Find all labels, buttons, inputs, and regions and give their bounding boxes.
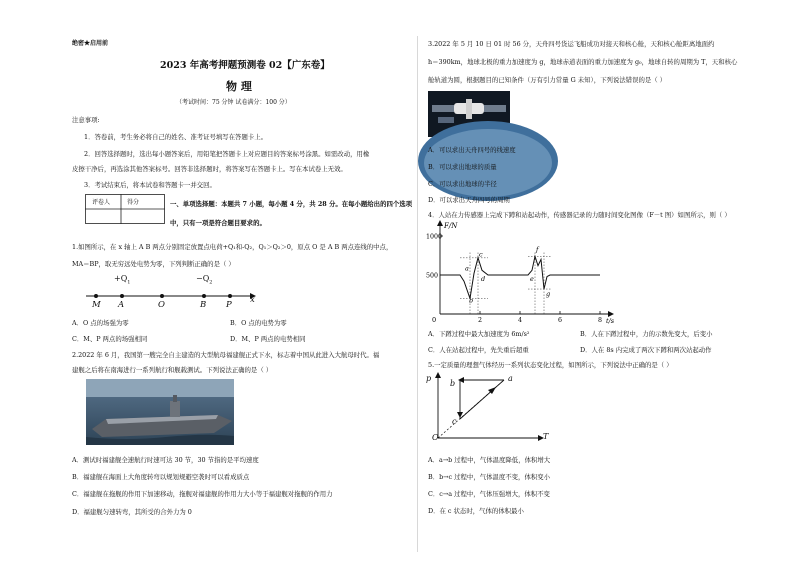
origin-label: 0 — [432, 316, 437, 324]
q5-option-b: B．b→c 过程中，气体温度不变，体积变小 — [428, 473, 551, 481]
q1-option-a: A．O 点的场强为零 — [72, 319, 129, 327]
q1-stem-2: MA＝BP，取无穷远处电势为零，下列判断正确的是（ ） — [72, 260, 235, 268]
series-line-0 — [440, 256, 600, 298]
x-tick-label: 8 — [598, 317, 603, 324]
arrow-a-b-icon — [458, 377, 464, 383]
q4-option-b: B．人在下蹲过程中，力的示数先变大，后变小 — [580, 330, 713, 338]
score-box-col1: 评卷人 — [92, 199, 111, 206]
label-q2: $-Q_2$ — [196, 274, 213, 286]
q5-option-a: A．a→b 过程中，气体温度降低，体积增大 — [428, 456, 551, 464]
q2-option-d: D．福建舰匀速转弯，其所受的合外力为 0 — [72, 508, 192, 516]
secret-label: 绝密★启用前 — [72, 40, 109, 47]
label-b: B — [200, 300, 207, 310]
notice-item-2-cont: 皮擦干净后，再选涂其他答案标号。回答非选择题时，将答案写在答题卡上。写在本试卷上无效。 — [72, 165, 347, 173]
notice-item-1: 1．答卷前，考生务必将自己的姓名、准考证号填写在答题卡上。 — [84, 133, 268, 141]
q3-option-b: B．可以求出地球的质量 — [428, 163, 497, 171]
point-label-g: g — [546, 290, 551, 299]
q2-stem-1: 2.2022 年 6 月，我国第一艘完全自主建造的大型航母福建舰正式下水，标志着中国从此进入大航母时代。福 — [72, 351, 380, 359]
q4-option-c: C．人在站起过程中，先失重后超重 — [428, 346, 529, 354]
label-origin: O — [432, 433, 439, 442]
point-label-a: a — [465, 264, 469, 273]
q1-option-c: C．M、P 两点的场强相同 — [72, 335, 148, 343]
label-o: O — [158, 300, 165, 310]
process-c-a — [460, 380, 504, 419]
notice-item-2: 2．回答选择题时，选出每小题答案后，用铅笔把答题卡上对应题目的答案标号涂黑。如需改动，用橡 — [84, 150, 370, 158]
q5-stem: 5.一定质量的理想气体经历一系列状态变化过程，如图所示，下列说法中正确的是（ ） — [428, 361, 673, 369]
point-o — [160, 294, 164, 298]
label-m: M — [92, 300, 101, 310]
point-label-d: d — [481, 275, 486, 284]
q3-stem-1: 3.2022 年 5 月 10 日 01 时 56 分，天舟四号货运飞船成功对接天和核心舱，天和核心舱距离地面约 — [428, 40, 715, 48]
q4-stem: 4．人站在力传感器上完成下蹲和站起动作，传感器记录的力随时间变化图像（F－t 图）如图所示，则（ ） — [428, 211, 731, 219]
q1-option-d: D．M、P 两点的电势相同 — [230, 335, 306, 343]
point-p — [228, 294, 232, 298]
point-label-c: c — [479, 250, 483, 259]
q3-option-a: A．可以求出天舟四号的线速度 — [428, 146, 516, 154]
q3-option-c: C．可以求出地球的半径 — [428, 180, 497, 188]
subject-title: 物 理 — [226, 80, 252, 93]
q5-pt-diagram — [430, 372, 548, 452]
label-x: x — [250, 295, 255, 305]
score-box-col2: 得分 — [127, 199, 140, 206]
force-time-chart — [426, 222, 626, 328]
space-station-photo — [428, 91, 510, 137]
section-heading-1: 一、单项选择题：本题共 7 小题，每小题 4 分，共 28 分。在每小题给出的四个选项 — [170, 200, 413, 208]
q2-stem-2: 建舰之后将在南海进行一系列航行和舰载测试。下列说法正确的是（ ） — [72, 366, 273, 374]
point-label-e: e — [530, 275, 534, 284]
notice-item-3: 3．考试结束后，将本试卷和答题卡一并交回。 — [84, 181, 216, 189]
label-state-b: b — [450, 379, 456, 388]
q3-stem-3: 舱轨道为圆，根据题目的已知条件（万有引力常量 G 未知），下列说法错误的是（ ） — [428, 76, 667, 84]
q5-option-d: D．在 c 状态时，气体的体积最小 — [428, 507, 524, 515]
q4-option-d: D．人在 8s 内完成了两次下蹲和两次站起动作 — [580, 346, 712, 354]
column-divider — [417, 36, 418, 552]
notice-title: 注意事项: — [72, 116, 100, 124]
label-a: A — [118, 300, 125, 310]
y-axis-label: F/N — [444, 222, 458, 230]
y-tick-label: 500 — [426, 272, 439, 280]
q1-stem-1: 1.如图所示，在 x 轴上 A B 两点分别固定放置点电荷+Q₁和-Q₂，Q₁＞Q₂＞0，原点 O 是 A B 两点连线的中点， — [72, 243, 393, 251]
q3-option-d: D．可以求出天舟四号的周期 — [428, 196, 510, 204]
charge-q2 — [202, 294, 206, 298]
x-tick-label: 6 — [558, 317, 563, 324]
chart-ticks — [426, 234, 602, 325]
x-axis-label: t/s — [606, 317, 615, 325]
label-q1: $+Q_1$ — [114, 274, 131, 286]
aircraft-carrier-photo — [86, 379, 234, 445]
chart-series — [440, 256, 600, 298]
y-axis-arrow-icon — [437, 220, 443, 226]
q5-option-c: C．c→a 过程中，气体压强增大，体积不变 — [428, 490, 550, 498]
q1-option-b: B．O 点的电势为零 — [230, 319, 287, 327]
q3-stem-2: h＝390km，地球北极的重力加速度为 g，地球赤道表面的重力加速度为 g₀，地球自转的周期为 T，天和核心 — [428, 58, 738, 66]
charge-q1 — [120, 294, 124, 298]
p-axis-arrow-icon — [435, 372, 441, 378]
q2-option-b: B．福建舰在海面上大角度转弯以规划规避空袭时可以看成质点 — [72, 473, 250, 481]
point-label-b: b — [469, 296, 474, 305]
q2-option-c: C．福建舰在拖舰的作用下加速移动，拖舰对福建舰的作用力大小等于福建舰对拖舰的作用力 — [72, 490, 333, 498]
label-t-axis: T — [543, 432, 549, 441]
x-tick-label: 2 — [478, 317, 483, 324]
exam-meta: （考试时间：75 分钟 试卷满分：100 分） — [176, 99, 291, 106]
label-state-c: c — [452, 417, 457, 426]
q4-option-a: A．下蹲过程中最大加速度为 6m/s² — [428, 330, 530, 338]
section-heading-2: 中，只有一项是符合题目要求的。 — [170, 219, 266, 227]
x-tick-label: 4 — [518, 317, 523, 324]
q2-option-a: A．测试时福建舰全速航行时速可达 30 节，30 节指的是平均速度 — [72, 456, 259, 464]
point-label-f: f — [536, 245, 539, 254]
label-p: P — [226, 300, 232, 310]
label-state-a: a — [508, 374, 513, 383]
label-p-axis: p — [426, 374, 432, 383]
point-m — [94, 294, 98, 298]
y-tick-label: 1000 — [426, 233, 443, 241]
exam-title: 2023 年高考押题预测卷 02【广东卷】 — [160, 60, 330, 71]
chart-axes — [432, 220, 615, 325]
